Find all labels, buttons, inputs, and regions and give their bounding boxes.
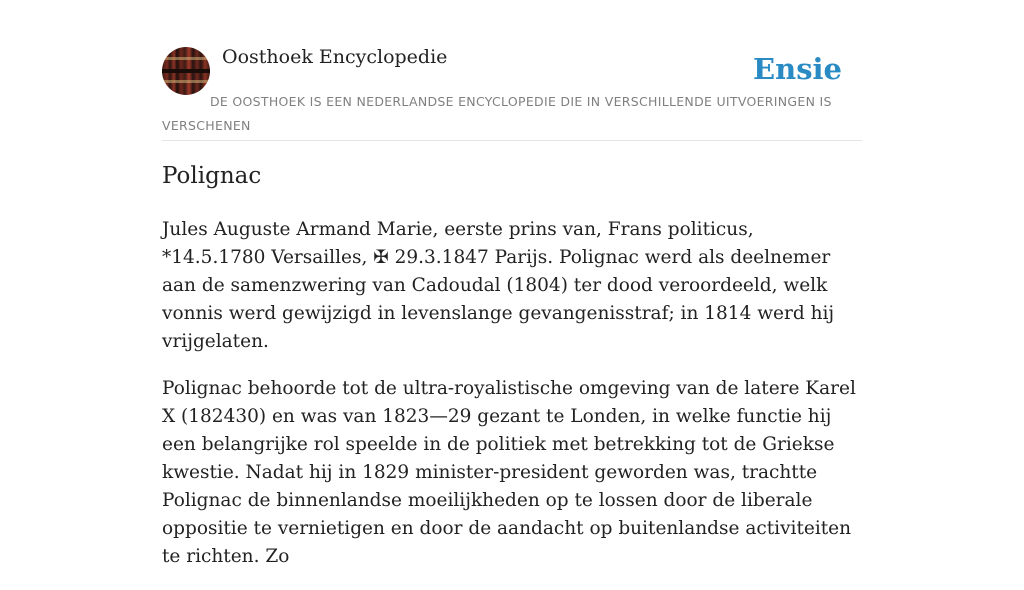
article-paragraph: Jules Auguste Armand Marie, eerste prins van, Frans politicus, *14.5.1780 Versailles, ✠ 29.3.1847 Parijs. Polignac werd als deelnemer aan de samenzwering van Cadoudal (1804) ter dood veroordeeld, welk vonnis werd gewijzigd in levenslange gevangenisstraf; in 1814 werd hij vrijgelaten. — [162, 219, 835, 352]
site-header — [162, 0, 862, 141]
site-tagline: DE OOSTHOEK IS EEN NEDERLANDSE ENCYCLOPEDIE DIE IN VERSCHILLENDE UITVOERINGEN IS VERSCHENEN — [162, 94, 832, 133]
ensie-logo-link[interactable]: Ensie — [753, 52, 842, 86]
article-title: Polignac — [162, 163, 262, 189]
site-title-link[interactable]: Oosthoek Encyclopedie — [222, 46, 448, 68]
article-body — [162, 216, 862, 590]
page-container — [162, 0, 862, 567]
book-spines-icon[interactable] — [162, 47, 210, 95]
article-paragraph: Polignac behoorde tot de ultra-royalistische omgeving van de latere Karel X (182430) en was van 1823—29 gezant te Londen, in welke functie hij een belangrijke rol speelde in de politiek met betrekking tot de Griekse kwestie. Nadat hij in 1829 minister-president geworden was, trachtte Polignac de binnenlandse moeilijkheden op te lossen door de liberale oppositie te vernietigen en door de aandacht op buitenlandse activiteiten te richten. Zo — [162, 378, 856, 567]
